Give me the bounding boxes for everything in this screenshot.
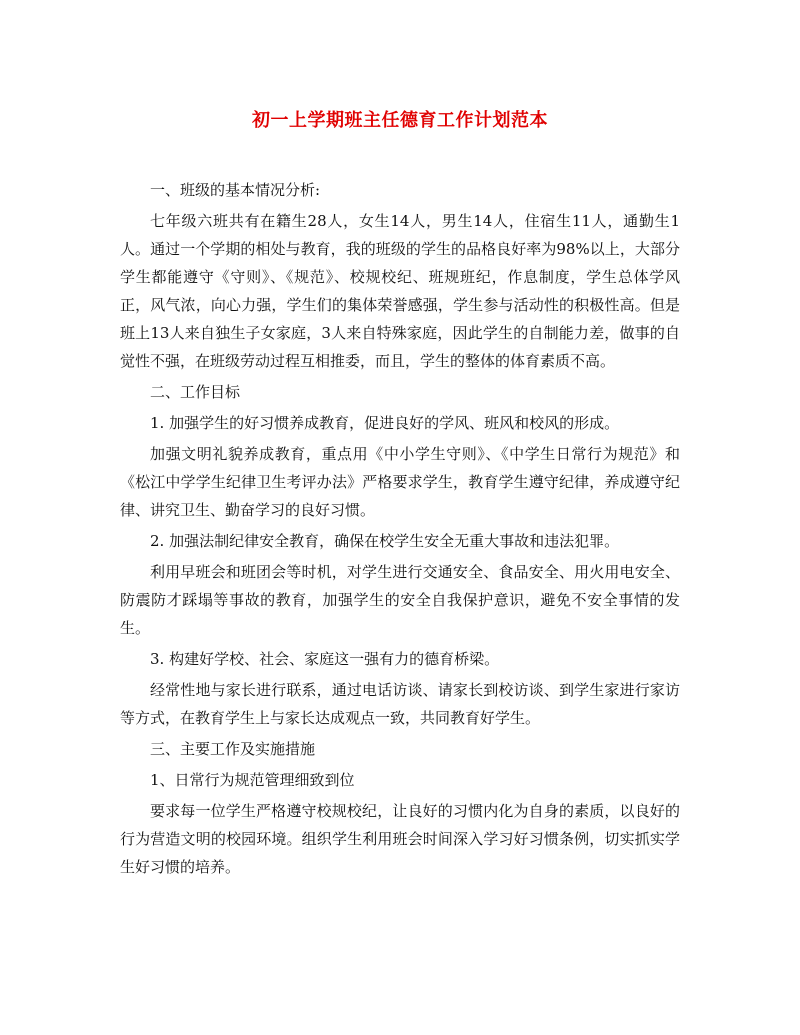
document-body [120,176,680,884]
document-title: 初一上学期班主任德育工作计划范本 [252,110,548,131]
paragraph-goal-2-detail: 利用早班会和班团会等时机，对学生进行交通安全、食品安全、用火用电安全、防震防才踩塌等事故的教育，加强学生的安全自我保护意识，避免不安全事情的发生。 [120,563,680,637]
section-heading-2: 二、工作目标 [150,383,241,401]
paragraph-measure-1-detail: 要求每一位学生严格遵守校规校纪，让良好的习惯内化为自身的素质，以良好的行为营造文明的校园环境。组织学生利用班会时间深入学习好习惯条例，切实抓实学生好习惯的培养。 [120,802,680,876]
paragraph-goal-3-detail: 经常性地与家长进行联系，通过电话访谈、请家长到校访谈、到学生家进行家访等方式，在教育学生上与家长达成观点一致，共同教育好学生。 [120,681,680,727]
goal-item-3: 3. 构建好学校、社会、家庭这一强有力的德育桥梁。 [150,650,500,668]
paragraph-class-analysis: 七年级六班共有在籍生28人，女生14人，男生14人，住宿生11人，通勤生1人。通过一个学期的相处与教育，我的班级的学生的品格良好率为98%以上，大部分学生都能遵守《守则》、《规范》、校规校纪、班规班纪，作息制度，学生总体学风正，风气浓，向心力强，学生们的集体荣誉感强，学生参与活动性的积极性高。但是班上13人来自独生子女家庭，3人来自特殊家庭，因此学生的自制能力差，做事的自觉性不强，在班级劳动过程互相推委，而且，学生的整体的体育素质不高。 [120,212,680,370]
paragraph-goal-1-detail: 加强文明礼貌养成教育，重点用《中小学生守则》、《中学生日常行为规范》和《松江中学学生纪律卫生考评办法》严格要求学生，教育学生遵守纪律，养成遵守纪律、讲究卫生、勤奋学习的良好习惯。 [120,445,680,519]
goal-item-1: 1. 加强学生的好习惯养成教育，促进良好的学风、班风和校风的形成。 [150,414,620,432]
goal-item-2: 2. 加强法制纪律安全教育，确保在校学生安全无重大事故和违法犯罪。 [150,532,620,550]
section-heading-3: 三、主要工作及实施措施 [150,740,316,758]
section-heading-1: 一、班级的基本情况分析: [150,181,321,199]
measure-item-1: 1、日常行为规范管理细致到位 [150,771,355,789]
